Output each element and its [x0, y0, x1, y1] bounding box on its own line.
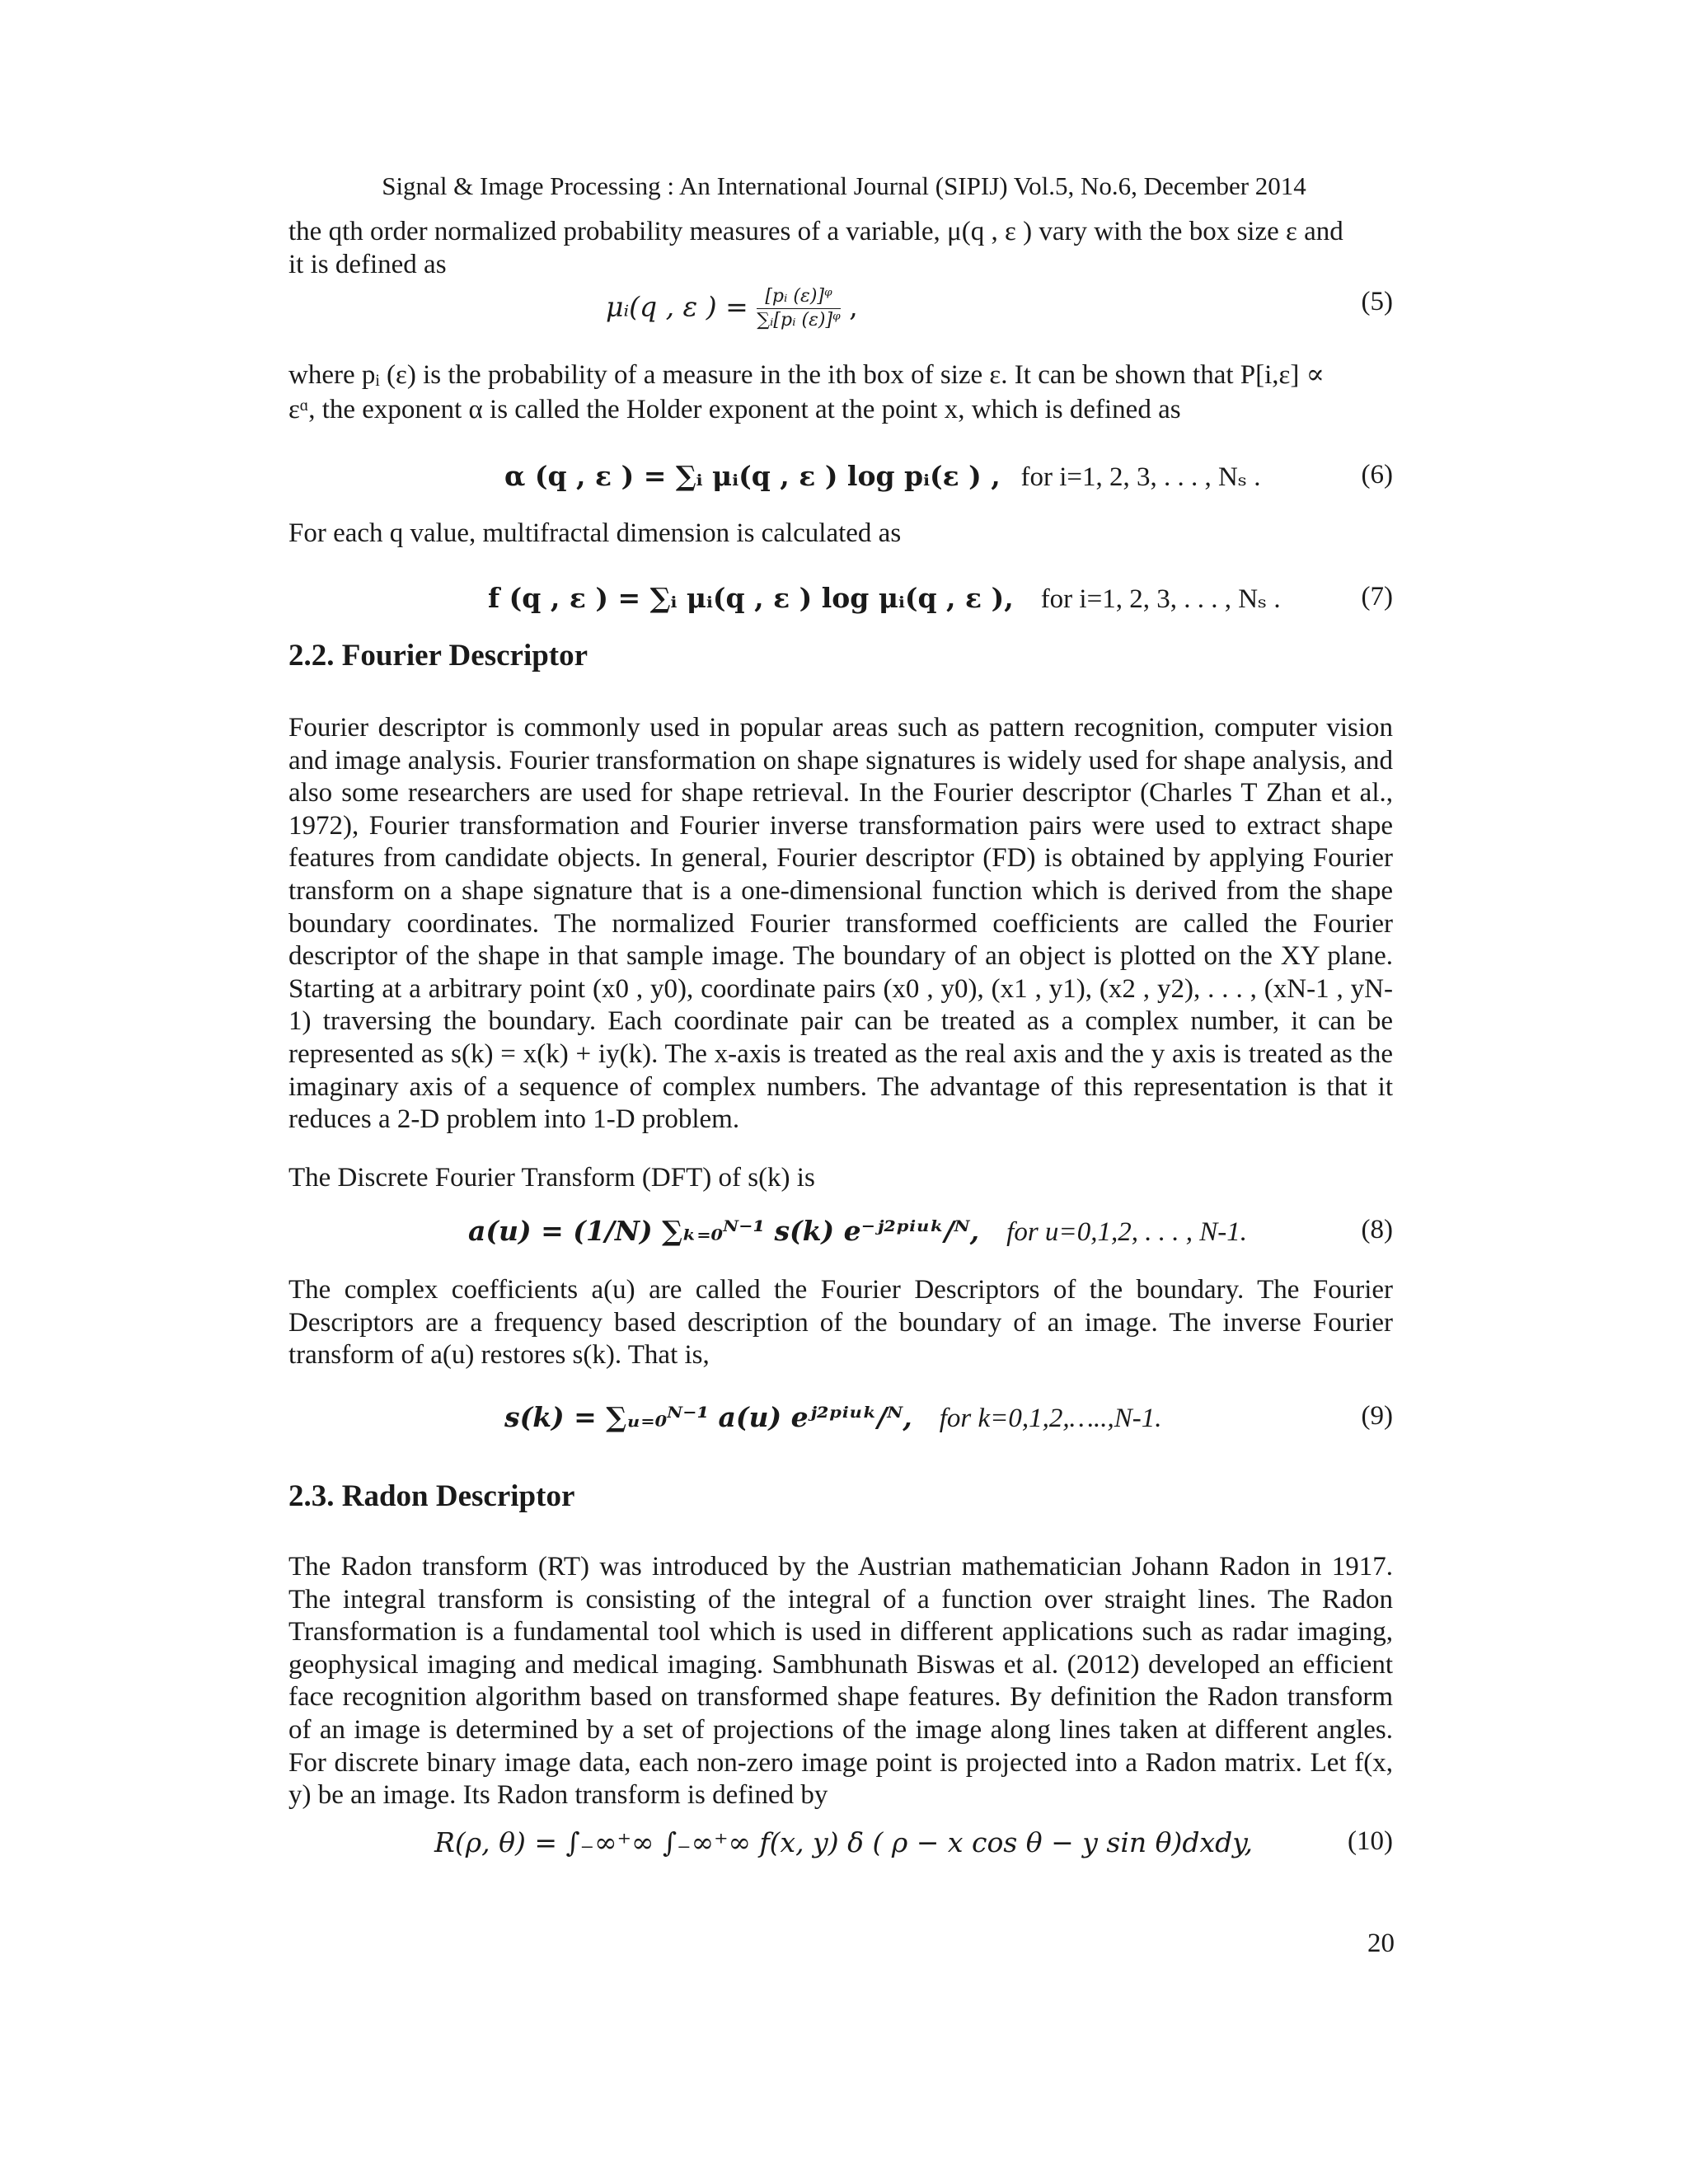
eq5-denominator: ∑ᵢ[pᵢ (ε)]ᵠ	[757, 310, 841, 330]
eq5-fraction	[757, 287, 840, 330]
equation-9	[0, 1401, 1688, 1441]
section-heading-radon: 2.3. Radon Descriptor	[288, 1479, 575, 1513]
eq7-condition: for i=1, 2, 3, . . . , Nₛ .	[1040, 584, 1281, 614]
eq6-lhs: α (q , ε ) = ∑ᵢ μᵢ(q , ε ) log pᵢ(ε ) ,	[504, 460, 1001, 492]
eq10-lhs: R(ρ, θ) = ∫₋∞⁺∞ ∫₋∞⁺∞ f(x, y) δ ( ρ − x cos θ − y sin θ)dxdy,	[434, 1826, 1253, 1858]
eq8-number: (8)	[1361, 1215, 1393, 1244]
eq5-number: (5)	[1361, 287, 1393, 316]
running-header: Signal & Image Processing : An International Journal (SIPIJ) Vol.5, No.6, December 2014	[382, 171, 1306, 200]
eq10-number: (10)	[1348, 1826, 1393, 1856]
where-line-2: εᵅ, the exponent α is called the Holder exponent at the point x, which is defined as	[288, 395, 1181, 424]
intro-line-2: it is defined as	[288, 250, 447, 279]
eq9-condition: for k=0,1,2,…..,N-1.	[939, 1404, 1162, 1433]
section-heading-fourier: 2.2. Fourier Descriptor	[288, 639, 588, 673]
eq7-number: (7)	[1361, 582, 1393, 612]
eq6-condition: for i=1, 2, 3, . . . , Nₛ .	[1020, 462, 1261, 492]
eq6-number: (6)	[1361, 460, 1393, 490]
radon-paragraph: The Radon transform (RT) was introduced by the Austrian mathematician Johann Radon in 1917. The integral transform is consisting of the integral of a function over straight lines. The Radon Transformation is a fundamental tool which is used in different applications such as radar imaging, geophysical imaging and medical imaging. Sambhunath Biswas et al. (2012) developed an efficient face recognition algorithm based on transformed shape features. By definition the Radon transform of an image is determined by a set of projections of the image along lines taken at different angles. For discrete binary image data, each non-zero image point is projected into a Radon matrix. Let f(x, y) be an image. Its Radon transform is defined by	[288, 1552, 1393, 1811]
intro-line-1: the qth order normalized probability measures of a variable, μ(q , ε ) vary with the box size ε and	[288, 217, 1343, 246]
equation-8	[0, 1215, 1688, 1254]
page-number: 20	[1367, 1929, 1395, 1958]
equation-7	[0, 582, 1688, 621]
eq9-lhs: s(k) = ∑ᵤ₌₀ᴺ⁻¹ a(u) eʲ²ᵖⁱᵘᵏ/ᴺ,	[504, 1401, 912, 1433]
eq5-lhs: μᵢ(q , ε ) =	[606, 290, 748, 323]
eq5-tail: ,	[849, 290, 858, 323]
where-line-1: where pᵢ (ε) is the probability of a measure in the ith box of size ε. It can be shown that P[i,ε] ∝	[288, 360, 1325, 390]
eq7-lhs: f (q , ε ) = ∑ᵢ μᵢ(q , ε ) log μᵢ(q , ε ),	[488, 582, 1014, 614]
fourier-paragraph: Fourier descriptor is commonly used in popular areas such as pattern recognition, computer vision and image analysis. Fourier transformation on shape signatures is widely used for shape analysis, and also some researchers are used for shape retrieval. In the Fourier descriptor (Charles T Zhan et al., 1972), Fourier transformation and Fourier inverse transformation pairs were used to extract shape features from candidate objects. In general, Fourier descriptor (FD) is obtained by applying Fourier transform on a shape signature that is a one-dimensional function which is derived from the shape boundary coordinates. The normalized Fourier transformed coefficients are called the Fourier descriptor of the shape in that sample image. The boundary of an object is plotted on the XY plane. Starting at a arbitrary point (x0 , y0), coordinate pairs (x0 , y0), (x1 , y1), (x2 , y2), . . . , (xN-1 , yN-1) traversing the boundary. Each coordinate pair can be treated as a complex number, it can be represented as s(k) = x(k) + iy(k). The x-axis is treated as the real axis and the y axis is treated as the imaginary axis of a sequence of complex numbers. The advantage of this representation is that it reduces a 2-D problem into 1-D problem.	[288, 713, 1393, 1135]
dft-intro-line: The Discrete Fourier Transform (DFT) of s(k) is	[288, 1163, 815, 1193]
each-q-line: For each q value, multifractal dimension is calculated as	[288, 518, 902, 548]
complex-coefficients-paragraph: The complex coefficients a(u) are called the Fourier Descriptors of the boundary. The Fourier Descriptors are a frequency based description of the boundary of an image. The inverse Fourier transform of a(u) restores s(k). That is,	[288, 1275, 1393, 1371]
eq8-condition: for u=0,1,2, . . . , N-1.	[1006, 1217, 1247, 1247]
eq8-lhs: a(u) = (1/N) ∑ₖ₌₀ᴺ⁻¹ s(k) e⁻ʲ²ᵖⁱᵘᵏ/ᴺ,	[468, 1215, 980, 1247]
equation-6	[0, 460, 1688, 499]
eq9-number: (9)	[1361, 1401, 1393, 1431]
equation-10	[0, 1826, 1688, 1866]
eq5-numerator: [pᵢ (ε)]ᵠ	[757, 287, 840, 309]
equation-5	[0, 286, 1688, 330]
